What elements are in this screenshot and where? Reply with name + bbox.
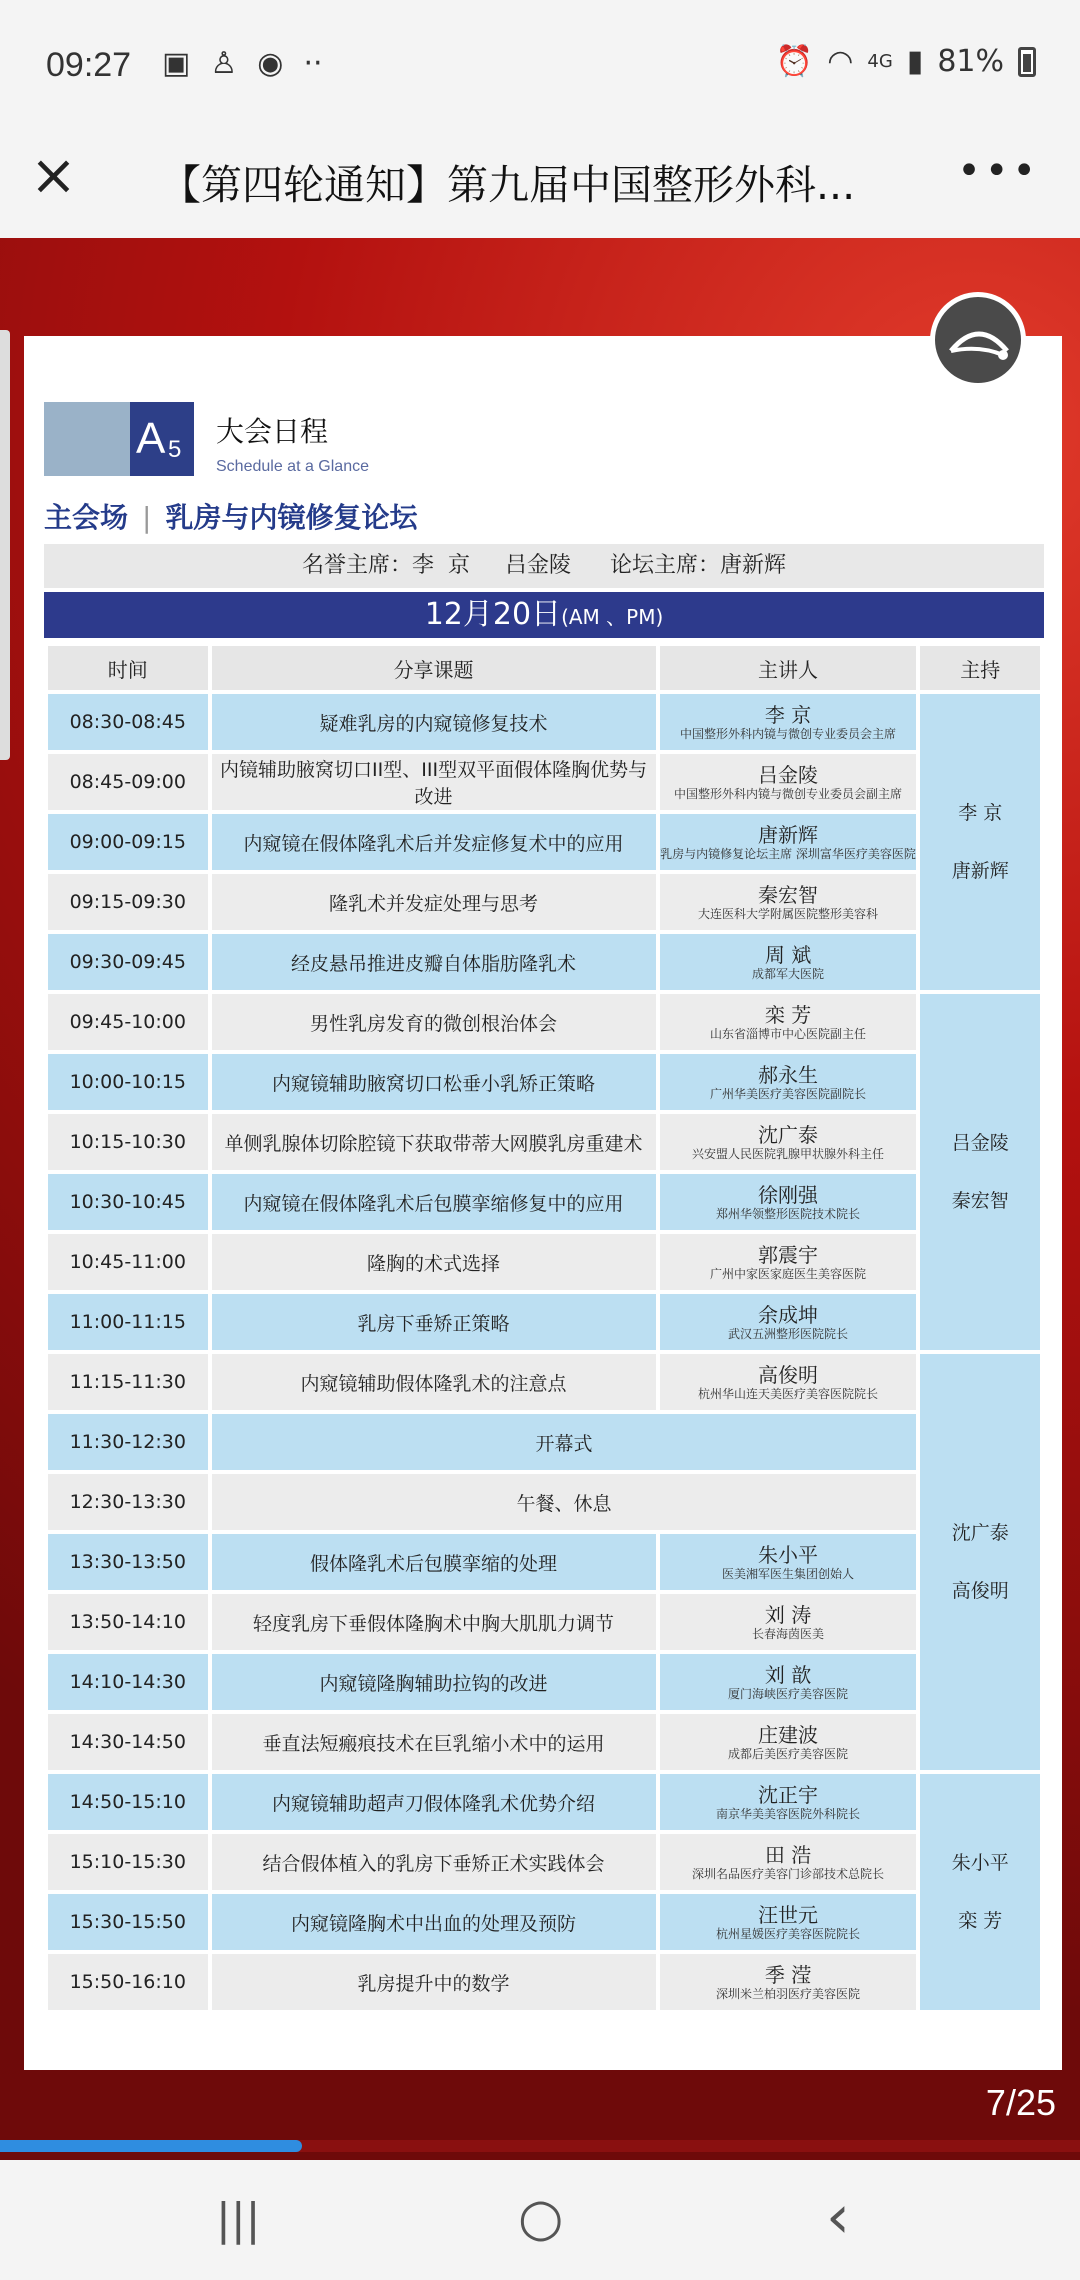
row-topic: 轻度乳房下垂假体隆胸术中胸大肌肌力调节 bbox=[212, 1594, 656, 1650]
row-time: 09:30-09:45 bbox=[48, 934, 208, 990]
row-time: 13:50-14:10 bbox=[48, 1594, 208, 1650]
table-row bbox=[48, 874, 1040, 930]
row-speaker bbox=[660, 1954, 917, 2010]
row-speaker bbox=[660, 1714, 917, 1770]
table-row bbox=[48, 1354, 1040, 1410]
speaker-name: 沈正宇 bbox=[758, 1783, 819, 1807]
speaker-org: 兴安盟人民医院乳腺甲状腺外科主任 bbox=[692, 1147, 885, 1161]
row-topic: 乳房下垂矫正策略 bbox=[212, 1294, 656, 1350]
row-topic: 经皮悬吊推进皮瓣自体脂肪隆乳术 bbox=[212, 934, 656, 990]
table-row bbox=[48, 754, 1040, 810]
speaker-name: 田 浩 bbox=[764, 1843, 812, 1867]
date-suffix: (AM 、PM) bbox=[561, 605, 664, 629]
host-cell bbox=[920, 1354, 1040, 1770]
row-time: 14:50-15:10 bbox=[48, 1774, 208, 1830]
schedule-table bbox=[44, 642, 1044, 2014]
row-speaker bbox=[660, 1294, 917, 1350]
row-time: 10:00-10:15 bbox=[48, 1054, 208, 1110]
row-time: 13:30-13:50 bbox=[48, 1534, 208, 1590]
table-row bbox=[48, 1234, 1040, 1290]
host-name: 朱小平 bbox=[951, 1852, 1009, 1874]
page-title: 【第四轮通知】第九届中国整形外科... bbox=[160, 161, 856, 209]
table-row bbox=[48, 1474, 1040, 1530]
table-row bbox=[48, 994, 1040, 1050]
host-name: 秦宏智 bbox=[951, 1190, 1009, 1212]
row-time: 11:00-11:15 bbox=[48, 1294, 208, 1350]
row-speaker bbox=[660, 994, 917, 1050]
host-name: 唐新辉 bbox=[951, 860, 1009, 882]
speaker-name: 秦宏智 bbox=[758, 883, 819, 907]
close-icon[interactable]: × bbox=[30, 143, 77, 208]
header-speaker: 主讲人 bbox=[660, 646, 917, 690]
more-notifications-icon: ·· bbox=[303, 46, 323, 81]
speaker-org: 厦门海峡医疗美容医院 bbox=[728, 1687, 849, 1701]
row-time: 12:30-13:30 bbox=[48, 1474, 208, 1530]
wifi-icon: ◠ bbox=[827, 44, 854, 79]
row-speaker bbox=[660, 1534, 917, 1590]
speaker-org: 大连医科大学附属医院整形美容科 bbox=[698, 907, 879, 921]
speaker-org: 深圳米兰柏羽医疗美容医院 bbox=[716, 1987, 861, 2001]
speaker-org: 南京华美美容医院外科院长 bbox=[716, 1807, 861, 1821]
table-row bbox=[48, 694, 1040, 750]
row-time: 11:15-11:30 bbox=[48, 1354, 208, 1410]
table-row bbox=[48, 1594, 1040, 1650]
venue-name: 主会场 bbox=[44, 501, 129, 534]
badge-number: 5 bbox=[168, 436, 182, 463]
speaker-org: 中国整形外科内镜与微创专业委员会主席 bbox=[680, 727, 897, 741]
row-speaker bbox=[660, 754, 917, 810]
row-topic: 内窥镜隆胸辅助拉钩的改进 bbox=[212, 1654, 656, 1710]
speaker-name: 庄建波 bbox=[758, 1723, 819, 1747]
battery-text: 81% bbox=[937, 44, 1004, 79]
row-speaker bbox=[660, 1894, 917, 1950]
speaker-org: 杭州星媛医疗美容医院院长 bbox=[716, 1927, 861, 1941]
status-time: 09:27 bbox=[46, 46, 132, 84]
speaker-org: 成都后美医疗美容医院 bbox=[728, 1747, 849, 1761]
speaker-name: 刘 歆 bbox=[764, 1663, 812, 1687]
row-time: 14:30-14:50 bbox=[48, 1714, 208, 1770]
row-speaker bbox=[660, 1234, 917, 1290]
date-bar bbox=[44, 592, 1044, 638]
speaker-name: 吕金陵 bbox=[758, 763, 819, 787]
row-topic: 假体隆乳术后包膜挛缩的处理 bbox=[212, 1534, 656, 1590]
table-row bbox=[48, 1294, 1040, 1350]
row-speaker bbox=[660, 1594, 917, 1650]
speaker-name: 徐刚强 bbox=[758, 1183, 819, 1207]
float-control-button[interactable] bbox=[930, 292, 1026, 388]
header-topic: 分享课题 bbox=[212, 646, 656, 690]
speaker-name: 郝永生 bbox=[758, 1063, 819, 1087]
row-time: 10:15-10:30 bbox=[48, 1114, 208, 1170]
side-handle[interactable] bbox=[0, 330, 10, 760]
host-cell bbox=[920, 994, 1040, 1350]
host-name: 栾 芳 bbox=[958, 1910, 1003, 1932]
row-topic: 男性乳房发育的微创根治体会 bbox=[212, 994, 656, 1050]
table-row bbox=[48, 934, 1040, 990]
status-bar bbox=[0, 0, 1080, 130]
speaker-org: 杭州华山连天美医疗美容医院院长 bbox=[698, 1387, 879, 1401]
row-topic: 内窥镜辅助超声刀假体隆乳术优势介绍 bbox=[212, 1774, 656, 1830]
row-time: 15:10-15:30 bbox=[48, 1834, 208, 1890]
row-topic: 内窥镜隆胸术中出血的处理及预防 bbox=[212, 1894, 656, 1950]
row-topic: 乳房提升中的数学 bbox=[212, 1954, 656, 2010]
row-speaker bbox=[660, 1114, 917, 1170]
host-cell bbox=[920, 1774, 1040, 2010]
header-host: 主持 bbox=[920, 646, 1040, 690]
row-topic: 单侧乳腺体切除腔镜下获取带蒂大网膜乳房重建术 bbox=[212, 1114, 656, 1170]
back-button[interactable]: ‹ bbox=[826, 2182, 850, 2252]
table-row bbox=[48, 1714, 1040, 1770]
speaker-name: 汪世元 bbox=[758, 1903, 819, 1927]
schedule-card bbox=[24, 336, 1062, 2070]
alarm-icon: ⏰ bbox=[775, 44, 814, 79]
row-topic: 午餐、休息 bbox=[212, 1474, 917, 1530]
row-time: 10:30-10:45 bbox=[48, 1174, 208, 1230]
speaker-org: 医美湘军医生集团创始人 bbox=[722, 1567, 855, 1581]
speaker-org: 中国整形外科内镜与微创专业委员会副主席 bbox=[674, 787, 903, 801]
row-topic: 内窥镜辅助腋窝切口松垂小乳矫正策略 bbox=[212, 1054, 656, 1110]
speaker-name: 郭震宇 bbox=[758, 1243, 819, 1267]
section-title: 大会日程 bbox=[216, 415, 329, 448]
speaker-org: 广州华美医疗美容医院副院长 bbox=[710, 1087, 867, 1101]
recent-apps-button[interactable]: ||| bbox=[216, 2194, 261, 2245]
header-time: 时间 bbox=[48, 646, 208, 690]
row-topic: 内镜辅助腋窝切口II型、III型双平面假体隆胸优势与改进 bbox=[212, 754, 656, 810]
table-header bbox=[48, 646, 1040, 690]
row-topic: 内窥镜在假体隆乳术后并发症修复术中的应用 bbox=[212, 814, 656, 870]
host-name: 沈广泰 bbox=[951, 1522, 1009, 1544]
speaker-name: 沈广泰 bbox=[758, 1123, 819, 1147]
system-nav-bar bbox=[0, 2160, 1080, 2280]
row-speaker bbox=[660, 1354, 917, 1410]
row-speaker bbox=[660, 934, 917, 990]
app-icon: ♙ bbox=[210, 46, 238, 81]
schedule-body bbox=[48, 694, 1040, 2010]
table-row bbox=[48, 1534, 1040, 1590]
row-time: 08:30-08:45 bbox=[48, 694, 208, 750]
title-bar bbox=[0, 130, 1080, 240]
speaker-org: 山东省淄博市中心医院副主任 bbox=[710, 1027, 867, 1041]
section-subtitle: Schedule at a Glance bbox=[216, 458, 369, 475]
row-speaker bbox=[660, 1174, 917, 1230]
speaker-org: 郑州华领整形医院技术院长 bbox=[716, 1207, 861, 1221]
row-time: 09:15-09:30 bbox=[48, 874, 208, 930]
row-time: 15:30-15:50 bbox=[48, 1894, 208, 1950]
row-speaker bbox=[660, 1774, 917, 1830]
venue-separator: | bbox=[142, 501, 152, 534]
speaker-name: 高俊明 bbox=[758, 1363, 819, 1387]
host-cell bbox=[920, 694, 1040, 990]
row-time: 09:45-10:00 bbox=[48, 994, 208, 1050]
host-name: 李 京 bbox=[958, 802, 1003, 824]
table-row bbox=[48, 1114, 1040, 1170]
table-row bbox=[48, 1414, 1040, 1470]
table-row bbox=[48, 1654, 1040, 1710]
venue-heading bbox=[44, 496, 417, 536]
row-time: 10:45-11:00 bbox=[48, 1234, 208, 1290]
speaker-org: 乳房与内镜修复论坛主席 深圳富华医疗美容医院 bbox=[660, 847, 916, 861]
speaker-name: 季 滢 bbox=[764, 1963, 812, 1987]
host-name: 高俊明 bbox=[951, 1580, 1009, 1602]
row-speaker bbox=[660, 814, 917, 870]
table-row bbox=[48, 1174, 1040, 1230]
row-time: 14:10-14:30 bbox=[48, 1654, 208, 1710]
speaker-name: 栾 芳 bbox=[764, 1003, 812, 1027]
table-row bbox=[48, 1834, 1040, 1890]
speaker-org: 长春海茵医美 bbox=[752, 1627, 825, 1641]
table-row bbox=[48, 1054, 1040, 1110]
table-row bbox=[48, 1774, 1040, 1830]
speaker-org: 武汉五洲整形医院院长 bbox=[728, 1327, 849, 1341]
speaker-name: 李 京 bbox=[764, 703, 812, 727]
host-name: 吕金陵 bbox=[951, 1132, 1009, 1154]
home-button[interactable]: ○ bbox=[518, 2188, 564, 2248]
speaker-name: 刘 涛 bbox=[764, 1603, 812, 1627]
speaker-org: 广州中家医家庭医生美容医院 bbox=[710, 1267, 867, 1281]
eye-icon bbox=[947, 321, 1011, 361]
row-topic: 内窥镜在假体隆乳术后包膜挛缩修复中的应用 bbox=[212, 1174, 656, 1230]
forum-name: 乳房与内镜修复论坛 bbox=[165, 501, 418, 534]
table-row bbox=[48, 1894, 1040, 1950]
badge-letter: A bbox=[136, 414, 166, 463]
row-time: 09:00-09:15 bbox=[48, 814, 208, 870]
row-topic: 内窥镜辅助假体隆乳术的注意点 bbox=[212, 1354, 656, 1410]
chairs-bar bbox=[44, 544, 1044, 588]
more-icon[interactable]: ••• bbox=[957, 148, 1040, 194]
row-topic: 结合假体植入的乳房下垂矫正术实践体会 bbox=[212, 1834, 656, 1890]
signal-icon: ▮ bbox=[906, 44, 924, 79]
date-text: 12月20日 bbox=[424, 597, 562, 632]
speaker-name: 周 斌 bbox=[764, 943, 812, 967]
row-speaker bbox=[660, 874, 917, 930]
page-counter: 7/25 bbox=[985, 2082, 1056, 2123]
speaker-name: 余成坤 bbox=[758, 1303, 819, 1327]
gallery-icon: ▣ bbox=[162, 46, 191, 81]
progress-fill bbox=[0, 2140, 302, 2152]
row-speaker bbox=[660, 1654, 917, 1710]
row-topic: 隆胸的术式选择 bbox=[212, 1234, 656, 1290]
row-speaker bbox=[660, 694, 917, 750]
speaker-name: 唐新辉 bbox=[758, 823, 819, 847]
row-speaker bbox=[660, 1054, 917, 1110]
forum-chair: 论坛主席：唐新辉 bbox=[609, 553, 786, 578]
table-row bbox=[48, 814, 1040, 870]
signal-label: 4G bbox=[867, 51, 893, 72]
row-speaker bbox=[660, 1834, 917, 1890]
table-row bbox=[48, 1954, 1040, 2010]
row-time: 11:30-12:30 bbox=[48, 1414, 208, 1470]
row-time: 08:45-09:00 bbox=[48, 754, 208, 810]
section-badge bbox=[44, 402, 194, 476]
battery-icon bbox=[1018, 47, 1036, 77]
row-topic: 隆乳术并发症处理与思考 bbox=[212, 874, 656, 930]
row-topic: 垂直法短瘢痕技术在巨乳缩小术中的运用 bbox=[212, 1714, 656, 1770]
speaker-name: 朱小平 bbox=[758, 1543, 819, 1567]
row-time: 15:50-16:10 bbox=[48, 1954, 208, 2010]
honorary-chairs: 名誉主席：李 京 吕金陵 bbox=[302, 553, 571, 578]
weibo-icon: ◉ bbox=[257, 46, 284, 81]
speaker-org: 深圳名品医疗美容门诊部技术总院长 bbox=[692, 1867, 885, 1881]
row-topic: 疑难乳房的内窥镜修复技术 bbox=[212, 694, 656, 750]
speaker-org: 成都军大医院 bbox=[752, 967, 825, 981]
row-topic: 开幕式 bbox=[212, 1414, 917, 1470]
